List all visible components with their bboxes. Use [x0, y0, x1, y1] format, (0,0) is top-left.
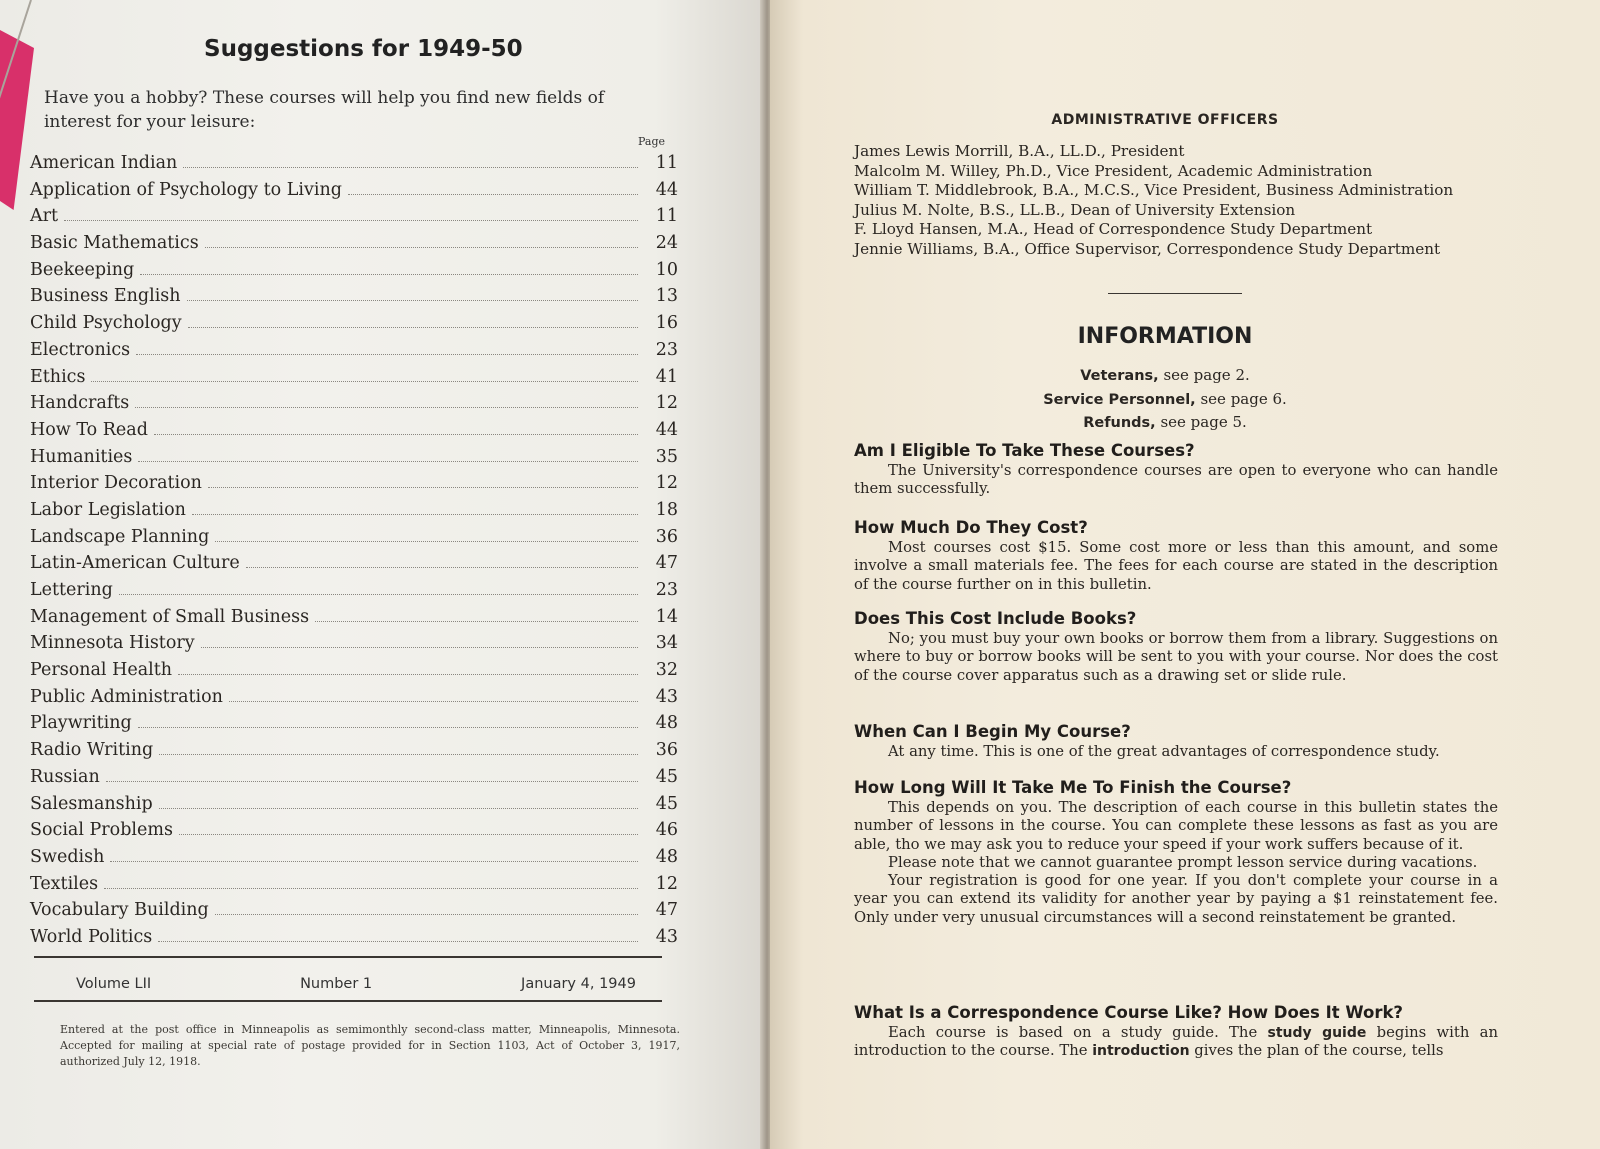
reference-line	[850, 411, 1480, 435]
course-name: Salesmanship	[30, 793, 153, 814]
course-page-number: 41	[655, 366, 678, 387]
course-row	[30, 900, 678, 927]
course-page-number: 36	[655, 526, 678, 547]
leader-dots	[188, 327, 638, 328]
course-page-number: 43	[655, 926, 678, 947]
course-page-number: 45	[655, 766, 678, 787]
course-page-number: 36	[655, 740, 678, 761]
faq-answer: Most courses cost $15. Some cost more or less than this amount, and some involve a small materials fee. The fees for each course are stated in the description of the course further on in this bulletin.	[854, 539, 1498, 593]
faq-question: What Is a Correspondence Course Like? How Does It Work?	[854, 1003, 1403, 1022]
faq-answer: Your registration is good for one year. If you don't complete your course in a year you can extend its validity for another year by paying a $1 reinstatement fee. Only under very unusual circumstances will a second reinstatement be granted.	[854, 872, 1498, 926]
course-row	[30, 820, 678, 847]
course-name: Basic Mathematics	[30, 233, 199, 254]
course-row	[30, 874, 678, 901]
course-row	[30, 660, 678, 687]
course-name: World Politics	[30, 926, 153, 947]
leader-dots	[201, 647, 638, 648]
leader-dots	[215, 541, 638, 542]
number-label: Number 1	[300, 976, 373, 992]
course-row	[30, 367, 678, 394]
course-name: Interior Decoration	[30, 473, 202, 494]
officer-line: James Lewis Morrill, B.A., LL.D., President	[854, 142, 1185, 160]
course-name: Labor Legislation	[30, 499, 186, 520]
course-row	[30, 286, 678, 313]
leader-dots	[179, 834, 638, 835]
faq-begin	[854, 721, 1498, 761]
course-name: Application of Psychology to Living	[30, 179, 342, 200]
reference-text: see page 6.	[1195, 389, 1287, 408]
course-row	[30, 553, 678, 580]
reference-label: Veterans,	[1080, 368, 1159, 384]
volume-label: Volume LII	[76, 976, 152, 992]
course-name: Child Psychology	[30, 313, 182, 334]
course-row	[30, 233, 678, 260]
course-name: Playwriting	[30, 713, 132, 734]
course-name: Humanities	[30, 446, 133, 467]
course-row	[30, 393, 678, 420]
leader-dots	[110, 861, 638, 862]
course-row	[30, 153, 678, 180]
faq-cost	[854, 517, 1498, 594]
page-column-label: Page	[638, 135, 666, 148]
pink-bookmark-tab	[0, 30, 34, 210]
leader-dots	[104, 888, 638, 889]
course-name: Management of Small Business	[30, 606, 310, 627]
course-page-number: 11	[655, 153, 678, 173]
course-page-number: 12	[655, 473, 678, 494]
course-page-number: 11	[655, 206, 678, 227]
leader-dots	[91, 381, 638, 382]
course-page-number: 12	[655, 393, 678, 414]
course-page-number: 23	[655, 580, 678, 600]
course-page-number: 47	[655, 900, 678, 921]
leader-dots	[140, 274, 638, 275]
leader-dots	[119, 594, 638, 595]
course-row	[30, 473, 678, 500]
course-name: Business English	[30, 286, 181, 307]
course-page-number: 13	[655, 286, 678, 307]
course-page-number: 35	[655, 446, 678, 467]
leader-dots	[136, 354, 638, 355]
course-page-number: 45	[655, 793, 678, 814]
faq-question: Am I Eligible To Take These Courses?	[854, 441, 1195, 460]
leader-dots	[183, 167, 638, 168]
course-name: Minnesota History	[30, 633, 195, 654]
course-name: Textiles	[30, 873, 99, 894]
reference-text: see page 2.	[1158, 366, 1250, 384]
reference-text: see page 5.	[1155, 413, 1247, 431]
issue-info	[76, 976, 636, 992]
leader-dots	[106, 781, 638, 782]
officer-line: Malcolm M. Willey, Ph.D., Vice President, Academic Administration	[854, 161, 1373, 180]
issue-date: January 4, 1949	[521, 976, 636, 992]
faq-how-it-works	[854, 1002, 1498, 1061]
course-name: Latin-American Culture	[30, 553, 240, 574]
course-page-number: 16	[655, 313, 678, 334]
course-row	[30, 633, 678, 660]
course-page-number: 46	[655, 820, 678, 841]
faq-answer: Please note that we cannot guarantee prompt lesson service during vacations.	[888, 853, 1478, 871]
leader-dots	[205, 247, 638, 248]
officer-list	[854, 142, 1504, 260]
leader-dots	[348, 194, 638, 195]
leader-dots	[229, 701, 638, 702]
course-page-number: 44	[655, 419, 678, 440]
leader-dots	[159, 808, 638, 809]
intro-text: Have you a hobby? These courses will help you find new fields of interest for your leisure:	[44, 88, 605, 132]
course-page-number: 10	[655, 259, 678, 280]
faq-answer: This depends on you. The description of each course in this bulletin states the number of lessons in the course. You can complete these lessons as fast as you are able, tho we may ask you to reduce your speed if your work suffers because of it.	[854, 799, 1498, 853]
course-page-number: 14	[655, 606, 678, 627]
leader-dots	[215, 914, 638, 915]
leader-dots	[159, 754, 638, 755]
officer-line: Julius M. Nolte, B.S., LL.B., Dean of University Extension	[854, 200, 1296, 219]
course-row	[30, 340, 678, 367]
faq-question: How Long Will It Take Me To Finish the Course?	[854, 778, 1292, 797]
officer-line: F. Lloyd Hansen, M.A., Head of Correspondence Study Department	[854, 220, 1373, 239]
course-name: Ethics	[30, 366, 86, 387]
reference-line	[850, 388, 1480, 412]
course-row	[30, 313, 678, 340]
leader-dots	[187, 300, 638, 301]
course-page-number: 12	[655, 873, 678, 894]
course-page-number: 48	[655, 846, 678, 867]
course-name: Lettering	[30, 580, 113, 600]
course-row	[30, 420, 678, 447]
leader-dots	[154, 434, 638, 435]
leader-dots	[208, 487, 638, 488]
faq-answer: The University's correspondence courses are open to everyone who can handle them successfully.	[854, 462, 1498, 498]
course-page-number: 24	[655, 233, 678, 254]
faq-answer: No; you must buy your own books or borrow them from a library. Suggestions on where to buy or borrow books will be sent to you with your course. Nor does the cost of the course cover apparatus such as a drawing set or slide rule.	[854, 630, 1498, 684]
course-row	[30, 580, 678, 607]
reference-list	[850, 364, 1480, 435]
course-row	[30, 180, 678, 207]
reference-label: Refunds,	[1083, 415, 1156, 431]
course-name: Electronics	[30, 339, 131, 360]
leader-dots	[138, 461, 638, 462]
course-page-number: 34	[655, 633, 678, 654]
divider-top	[34, 956, 662, 958]
leader-dots	[315, 621, 638, 622]
course-name: How To Read	[30, 419, 148, 440]
course-page-number: 44	[655, 179, 678, 200]
course-row	[30, 927, 678, 954]
leader-dots	[158, 941, 638, 942]
faq-question: When Can I Begin My Course?	[854, 722, 1131, 741]
faq-answer: Each course is based on a study guide. The study guide begins with an introduction to the course. The introduction gives the plan of the course, tells	[854, 1024, 1498, 1060]
divider-bottom	[34, 1000, 662, 1002]
course-page-number: 48	[655, 713, 678, 734]
course-row	[30, 767, 678, 794]
faq-eligible	[854, 440, 1498, 499]
course-page-number: 32	[655, 660, 678, 681]
course-name: Swedish	[30, 846, 105, 867]
faq-books	[854, 608, 1498, 685]
course-row	[30, 847, 678, 874]
leader-dots	[178, 674, 638, 675]
course-page-number: 47	[655, 553, 678, 574]
leader-dots	[192, 514, 638, 515]
leader-dots	[64, 220, 638, 221]
course-name: Vocabulary Building	[30, 900, 209, 921]
leader-dots	[135, 407, 638, 408]
course-name: Public Administration	[30, 686, 223, 707]
course-name: Radio Writing	[30, 740, 154, 761]
reference-label: Service Personnel,	[1043, 391, 1196, 408]
information-title: INFORMATION	[1077, 324, 1253, 349]
course-row	[30, 260, 678, 287]
reference-line	[850, 364, 1480, 388]
course-row	[30, 447, 678, 474]
course-page-number: 23	[655, 339, 678, 360]
course-row	[30, 794, 678, 821]
leader-dots	[246, 567, 638, 568]
course-row	[30, 206, 678, 233]
course-name: Landscape Planning	[30, 526, 210, 547]
section-divider	[1108, 293, 1242, 294]
course-row	[30, 687, 678, 714]
course-name: American Indian	[30, 153, 178, 173]
course-page-number: 18	[655, 499, 678, 520]
officer-line: Jennie Williams, B.A., Office Supervisor, Correspondence Study Department	[854, 239, 1441, 258]
postal-notice: Entered at the post office in Minneapolis as semimonthly second-class matter, Minneapolis, Minnesota. Accepted for mailing at special rate of postage provided for in Section 1103, Act of October 3, 1917, authorized July 12, 1918.	[60, 1023, 680, 1068]
course-name: Handcrafts	[30, 393, 130, 414]
course-name: Beekeeping	[30, 259, 135, 280]
left-page	[0, 0, 770, 1149]
faq-question: Does This Cost Include Books?	[854, 609, 1137, 628]
course-name: Russian	[30, 766, 100, 787]
course-row	[30, 500, 678, 527]
course-row	[30, 527, 678, 554]
officer-line: William T. Middlebrook, B.A., M.C.S., Vice President, Business Administration	[854, 181, 1454, 200]
course-name: Personal Health	[30, 660, 173, 681]
faq-duration	[854, 777, 1498, 927]
course-page-number: 43	[655, 686, 678, 707]
course-row	[30, 740, 678, 767]
admin-heading: ADMINISTRATIVE OFFICERS	[1051, 112, 1279, 128]
course-row	[30, 607, 678, 634]
course-name: Social Problems	[30, 820, 173, 841]
faq-question: How Much Do They Cost?	[854, 518, 1088, 537]
page-title: Suggestions for 1949-50	[204, 36, 523, 62]
course-list	[30, 153, 678, 954]
leader-dots	[138, 727, 638, 728]
faq-answer: At any time. This is one of the great advantages of correspondence study.	[888, 743, 1440, 760]
course-name: Art	[30, 206, 59, 227]
course-row	[30, 713, 678, 740]
